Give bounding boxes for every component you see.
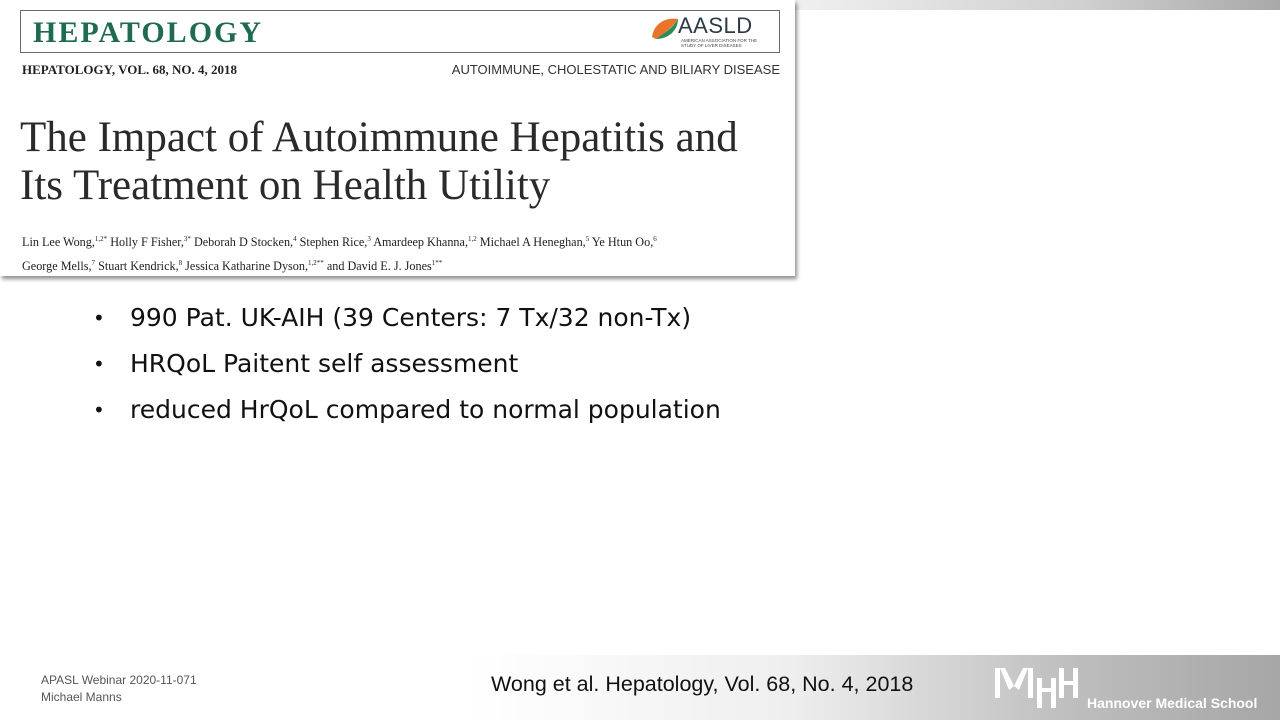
footer-speaker: Michael Manns [41, 690, 122, 704]
author-affiliation: 1,2 [468, 235, 477, 243]
liver-leaf-icon [650, 15, 680, 43]
bullet-item [93, 390, 721, 436]
footer-event-info [41, 672, 197, 706]
article-title-line-2: Its Treatment on Health Utility [20, 162, 551, 209]
bullet-text: HRQoL Paitent self assessment [130, 349, 519, 378]
author-name: Holly F Fisher, [110, 235, 184, 249]
mhh-logo-icon [993, 664, 1079, 710]
author-name: Ye Htun Oo, [591, 235, 654, 249]
author-affiliation: 1,2* [94, 235, 108, 243]
author-name: Stuart Kendrick, [98, 259, 179, 273]
author-affiliation: 8 [178, 259, 183, 267]
author-affiliation: 7 [91, 259, 96, 267]
author-affiliation: 3* [183, 235, 191, 243]
citation-text: Wong et al. Hepatology, Vol. 68, No. 4, 2018 [491, 672, 914, 696]
author-affiliation: 6 [653, 235, 657, 243]
author-affiliation: 1,2** [308, 259, 324, 267]
article-title [20, 114, 790, 210]
aasld-logo-subtext: AMERICAN ASSOCIATION FOR THE STUDY OF LIVER DISEASES [681, 38, 758, 48]
school-name: Hannover Medical School [1087, 695, 1258, 711]
author-name: Lin Lee Wong, [22, 235, 95, 249]
journal-name: HEPATOLOGY [33, 16, 264, 49]
author-affiliation: 4 [293, 235, 297, 243]
volume-line: HEPATOLOGY, VOL. 68, NO. 4, 2018 [22, 62, 237, 77]
journal-masthead [20, 10, 780, 53]
top-gradient-bar [795, 0, 1280, 10]
author-name: Jessica Katharine Dyson, [185, 259, 309, 273]
section-label: AUTOIMMUNE, CHOLESTATIC AND BILIARY DISEASE [451, 62, 780, 77]
bullet-text: reduced HrQoL compared to normal population [130, 395, 721, 424]
author-list [22, 230, 787, 278]
article-header-image [0, 0, 795, 276]
aasld-logo-text: AASLD [678, 13, 753, 38]
author-name: Deborah D Stocken, [193, 235, 294, 249]
aasld-logo [648, 12, 773, 50]
author-name: Amardeep Khanna, [373, 235, 468, 249]
footer-event: APASL Webinar 2020-11-071 [41, 673, 197, 687]
author-name: and David E. J. Jones [326, 259, 432, 273]
bullet-marker: • [93, 398, 105, 422]
author-name: Michael A Heneghan, [479, 235, 586, 249]
author-affiliation: 3 [367, 235, 371, 243]
author-name: George Mells, [22, 259, 92, 273]
author-name: Stephen Rice, [299, 235, 368, 249]
bullet-marker: • [93, 306, 105, 330]
article-title-line-1: The Impact of Autoimmune Hepatitis and [20, 114, 738, 161]
bullet-list [93, 298, 721, 436]
bullet-marker: • [93, 352, 105, 376]
bullet-text: 990 Pat. UK-AIH (39 Centers: 7 Tx/32 non-Tx) [130, 303, 692, 332]
author-affiliation: 1** [431, 259, 443, 267]
bullet-item [93, 344, 721, 390]
author-affiliation: 5 [585, 235, 590, 243]
bullet-item [93, 298, 721, 344]
